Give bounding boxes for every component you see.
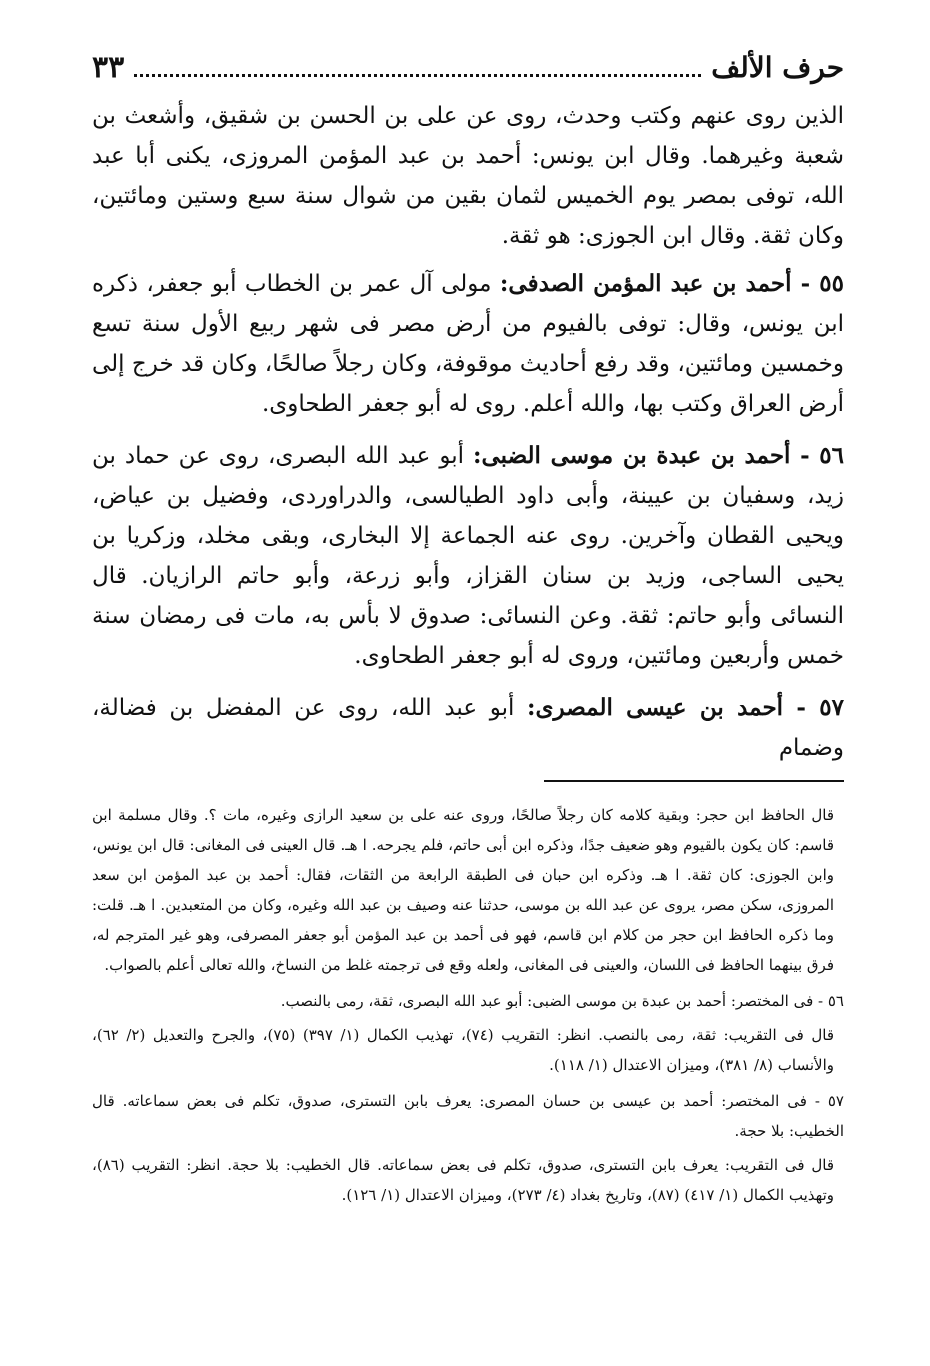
- footnote-56-taqrib: قال فى التقريب: ثقة، رمى بالنصب. انظر: التقريب (٧٤)، تهذيب الكمال (١/ ٣٩٧) (٧٥)، والجرح والتعديل (٢/ ٦٢)، والأنساب (٨/ ٣٨١)، وميزان الاعتدال (١/ ١١٨).: [92, 1026, 834, 1074]
- footnote-separator: [544, 780, 844, 782]
- entry-57: [92, 688, 844, 768]
- entry-number: ٥٧: [819, 694, 845, 721]
- entry-text: أبو عبد الله البصرى، روى عن حماد بن زيد، وسفيان بن عيينة، وأبى داود الطيالسى، والدراوردى، وفضيل بن عياض، ويحيى القطان وآخرين. روى عنه الجماعة إلا البخارى، وبقى مخلد، وزكريا بن يحيى الساجى، وزيد بن سنان القزاز، وأبو زرعة، وأبو حاتم الرازيان. قال النسائى وأبو حاتم: ثقة. وعن النسائى: صدوق لا بأس به، مات فى رمضان سنة خمس وأربعين ومائتين، وروى له أبو جعفر الطحاوى.: [92, 443, 844, 669]
- footnotes: [92, 800, 844, 1210]
- entry-dash: -: [790, 442, 820, 469]
- entry-55: [92, 264, 844, 424]
- entry-text: أبو عبد الله، روى عن المفضل بن فضالة، وضمام: [92, 695, 844, 761]
- entry-name: أحمد بن عيسى المصرى:: [527, 694, 784, 721]
- running-header: [92, 50, 844, 96]
- footnote-57-mukhtasar: [92, 1086, 844, 1146]
- footnote-dash: -: [806, 1092, 828, 1110]
- footnote-57-taqrib: قال فى التقريب: يعرف بابن التسترى، صدوق، تكلم فى بعض سماعاته. قال الخطيب: بلا حجة. انظر: التقريب (٨٦)، وتهذيب الكمال (١/ ٤١٧) (٨٧)، وتاريخ بغداد (٤/ ٢٧٣)، وميزان الاعتدال (١/ ١٢٦).: [92, 1156, 834, 1204]
- continuation-paragraph: الذين روى عنهم وكتب وحدث، روى عن على بن الحسن بن شقيق، وأشعث بن شعبة وغيرهما. وقال ابن يونس: أحمد بن عبد المؤمن المروزى، يكنى أبا عبد الله، توفى بمصر يوم الخميس لثمان بقين من شوال سنة سبع وستين ومائتين، وكان ثقة. وقال ابن الجوزى: هو ثقة.: [92, 103, 844, 249]
- footnote-dash: -: [813, 992, 828, 1010]
- footnote-text: فى المختصر: أحمد بن عبدة بن موسى الضبى: أبو عبد الله البصرى، ثقة، رمى بالنصب.: [280, 992, 814, 1010]
- footnote-number: ٥٧: [827, 1092, 844, 1110]
- footnote-number: ٥٦: [827, 992, 844, 1010]
- entry-dash: -: [783, 694, 820, 721]
- chapter-title: حرف الألف: [711, 51, 844, 84]
- page: [92, 50, 844, 1214]
- entry-dash: -: [791, 270, 820, 297]
- entry-text: مولى آل عمر بن الخطاب أبو جعفر، ذكره ابن يونس، وقال: توفى بالفيوم من أرض مصر فى شهر ربيع الأول سنة تسع وخمسين ومائتين، وقد رفع أحاديث موقوفة، وكان رجلاً صالحًا، وكان قد خرج إلى أرض العراق وكتب بها، والله أعلم. روى له أبو جعفر الطحاوى.: [92, 271, 844, 417]
- dot-leader: [134, 58, 701, 77]
- entry-56: [92, 436, 844, 676]
- footnote-text: فى المختصر: أحمد بن عيسى بن حسان المصرى: يعرف بابن التسترى، صدوق، تكلم فى بعض سماعاته. قال الخطيب: بلا حجة.: [92, 1092, 844, 1140]
- entry-name: أحمد بن عبد المؤمن الصدفى:: [499, 270, 792, 297]
- footnote-56-mukhtasar: [92, 986, 844, 1016]
- main-text: [92, 96, 844, 768]
- entry-number: ٥٥: [819, 270, 845, 297]
- entry-number: ٥٦: [819, 442, 845, 469]
- entry-name: أحمد بن عبدة بن موسى الضبى:: [472, 442, 791, 469]
- footnote-continuation: قال الحافظ ابن حجر: وبقية كلامه كان رجلاً صالحًا، وروى عنه على بن سعيد الرازى وغيره، مات ؟. وقال مسلمة ابن قاسم: كان يكون بالقيوم وهو ضعيف جدًا، وذكره ابن أبى حاتم، فلم يجرحه. ا هـ. قال العينى فى المغانى: قال ابن يونس، وابن الجوزى: كان ثقة. ا هـ. وذكره ابن حبان فى الطبقة الرابعة من الثقات، فقال: أحمد بن عبد المؤمن ابن سعد المروزى، سكن مصر، يروى عن عبد الله بن موسى، حدثنا عنه وصيف بن عبد الله وغيره، وكان من المتعبدين. ا هـ. قلت: وما ذكره الحافظ ابن حجر من كلام ابن قاسم، فهو فى أحمد بن عبد المؤمن أبو جعفر المصرفى، وهو غير المترجم له، فرق بينهما الحافظ فى اللسان، والعينى فى المغانى، ولعله وقع فى ترجمته غلط من النساخ، والله تعالى أعلم بالصواب.: [92, 806, 834, 974]
- page-number: ٣٣: [92, 50, 125, 85]
